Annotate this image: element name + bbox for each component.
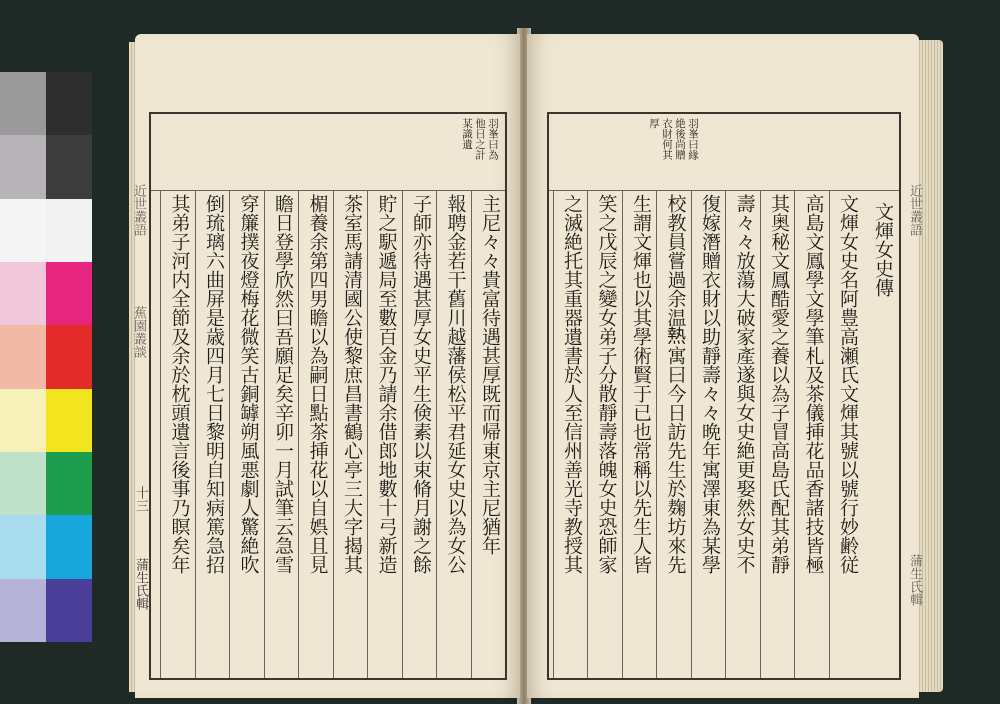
column-rule <box>333 190 334 678</box>
right-text-frame <box>547 112 901 680</box>
head-note-line: 某識遺 <box>461 118 473 150</box>
column-rule <box>229 190 230 678</box>
text-column: 茶室馬請清國公使黎庶昌書鶴心亭三大字揭其 <box>341 194 363 574</box>
color-patch <box>0 135 46 198</box>
column-rule <box>725 190 726 678</box>
column-rule <box>691 190 692 678</box>
article-title: 文煇女史傳 <box>872 202 894 297</box>
column-rule <box>760 190 761 678</box>
color-patch <box>0 72 46 135</box>
color-patch <box>46 72 92 135</box>
column-rule <box>587 190 588 678</box>
color-patch <box>0 579 46 642</box>
text-column: 校教員嘗過余温𤍠寓曰今日訪先生於麹坊來先 <box>664 194 687 574</box>
left-side-label: 蒲生氏輯 <box>133 558 148 610</box>
text-column: 主尼々々貴富待遇甚厚既而帰東京主尼猶年 <box>479 194 501 555</box>
text-column: 倒琉璃六曲屏是歳四月七日黎明自知病篤急招 <box>203 194 225 574</box>
left-page-number: 十三 <box>133 486 148 512</box>
text-column: 瞻日登學欣然曰吾願足矣辛卯一月試筆云急雪 <box>272 194 294 574</box>
column-rule <box>553 190 554 678</box>
column-rule <box>264 190 265 678</box>
text-column: 笑之戊辰之變女弟子分散靜壽落魄女史恐師家 <box>595 194 618 574</box>
column-rule <box>402 190 403 678</box>
text-column: 復嫁潛贈衣財以助靜壽々々晩年寓澤東為某學 <box>699 194 721 574</box>
column-rule <box>471 190 472 678</box>
head-note-line: 羽峯曰緣 <box>687 118 699 160</box>
text-column: 文煇女史名阿豊高瀬氏文煇其號以號行妙齢従 <box>837 194 859 574</box>
left-text-frame <box>149 112 507 680</box>
color-patch <box>46 452 92 515</box>
left-head-note-row <box>151 114 505 191</box>
color-patch <box>0 515 46 578</box>
column-rule <box>622 190 623 678</box>
column-rule <box>436 190 437 678</box>
color-patch <box>0 389 46 452</box>
head-note-line: 絶後尚贈 <box>674 118 686 160</box>
column-rule <box>794 190 795 678</box>
head-note-line: 厚 <box>648 118 660 129</box>
color-patch <box>46 135 92 198</box>
column-rule <box>298 190 299 678</box>
left-margin-subtitle: 蕉園叢談 <box>131 306 146 358</box>
color-patch <box>46 325 92 388</box>
color-patch <box>46 199 92 262</box>
text-column: 報聘金若干舊川越藩侯松平君延女史以為女公 <box>444 194 467 574</box>
left-margin-title: 近世叢語 <box>131 184 146 236</box>
right-margin-title: 近世叢語 <box>907 184 922 236</box>
text-column: 其弟子河内全節及余於枕頭遺言後事乃瞑矣年 <box>168 194 191 574</box>
text-column: 之滅絶托其重器遺書於人至信州善光寺教授其 <box>561 194 583 574</box>
column-rule <box>195 190 196 678</box>
column-rule <box>160 190 161 678</box>
text-column: 楣養余第四男瞻以為嗣日點茶挿花以自娯且見 <box>306 194 329 574</box>
left-page <box>131 34 520 698</box>
head-note-line: 衣財何其 <box>661 118 673 160</box>
column-rule <box>656 190 657 678</box>
text-column: 子師亦待遇甚厚女史平生倹素以束脩月謝之餘 <box>410 194 432 574</box>
text-column: 貯之駅遞局至數百金乃請余借郎地數十弓新造 <box>375 194 398 574</box>
color-patch <box>0 325 46 388</box>
right-margin-subtitle: 蒲生氏輯 <box>907 554 922 606</box>
text-column: 高島文鳳學文學筆札及茶儀挿花品香諸技皆極 <box>802 194 825 574</box>
right-page <box>527 34 922 698</box>
color-patch <box>0 199 46 262</box>
open-book <box>131 28 943 704</box>
right-head-note-row <box>549 114 899 191</box>
text-column: 壽々々放蕩大破家產遂與女史絶更娶然女史不 <box>733 194 756 574</box>
column-rule <box>829 190 830 678</box>
color-patch <box>0 262 46 325</box>
color-patch <box>46 389 92 452</box>
text-column: 生謂文煇也以其學術賢于已也常稱以先生人皆 <box>630 194 652 574</box>
color-patch <box>0 452 46 515</box>
color-patch <box>46 515 92 578</box>
column-rule <box>367 190 368 678</box>
head-note-line: 他日之計 <box>474 118 486 160</box>
text-column: 穿簾撲夜燈梅花微笑古銅罅朔風悪劇人驚絶吹 <box>237 194 260 574</box>
color-calibration-strip <box>0 72 92 642</box>
color-patch <box>46 262 92 325</box>
text-column: 其奥秘文鳳酷愛之養以為子冒高島氏配其弟靜 <box>768 194 790 574</box>
head-note-line: 羽峯曰為 <box>487 118 499 160</box>
color-patch <box>46 579 92 642</box>
